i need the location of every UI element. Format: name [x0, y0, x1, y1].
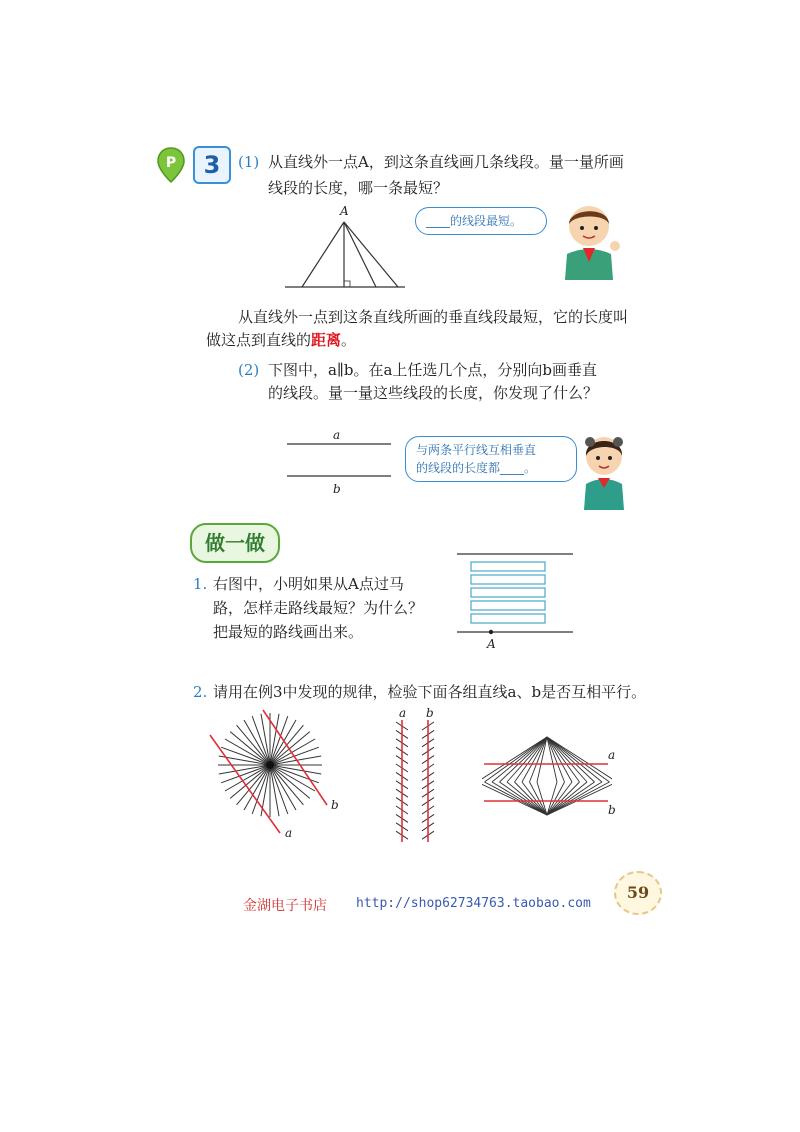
q1-line2: 路，怎样走路线最短？为什么？	[213, 599, 424, 617]
footer-url[interactable]: http://shop62734763.taobao.com	[356, 896, 591, 911]
distance-term: 距离	[311, 331, 342, 349]
hering-illusion-figure	[482, 735, 612, 820]
q1-point-label: A	[487, 637, 496, 651]
part1-label: (1)	[238, 153, 260, 171]
part2-line1: 下图中，a∥b。在a上任选几个点，分别向b画垂直	[268, 361, 598, 379]
fig2-a-label: a	[399, 706, 407, 720]
q1-line1: 右图中，小明如果从A点过马	[213, 575, 404, 593]
fig3-b-label: b	[608, 803, 616, 817]
speech-bubble-1: ____的线段最短。	[415, 207, 547, 235]
q2-number: 2.	[193, 683, 208, 701]
example-icon	[156, 146, 186, 184]
fig1-b-label: b	[331, 798, 339, 812]
zollner-illusion-figure	[388, 716, 448, 846]
exercise-header: 做一做	[190, 523, 280, 563]
footer-shop-name: 金湖电子书店	[243, 898, 327, 914]
radial-illusion-figure	[205, 705, 345, 845]
example-number: 3	[193, 146, 231, 184]
part2-label: (2)	[238, 361, 260, 379]
parallel-lines-figure	[285, 440, 395, 480]
definition-line1: 从直线外一点到这条直线所画的垂直线段最短，它的长度叫	[238, 308, 629, 326]
fig3-a-label: a	[608, 748, 616, 762]
speech-bubble-2	[405, 436, 577, 482]
line-a-label: a	[333, 428, 341, 442]
bubble2-line2: 的线段的长度都____。	[416, 461, 537, 475]
fig2-b-label: b	[426, 706, 434, 720]
definition-post: 。	[341, 331, 357, 349]
svg-text:P: P	[165, 155, 177, 171]
fig1-a-label: a	[285, 826, 293, 840]
part1-line1: 从直线外一点A，到这条直线画几条线段。量一量所画	[268, 153, 624, 171]
page-number: 59	[614, 871, 662, 915]
definition-pre: 做这点到直线的	[206, 331, 312, 349]
line-b-label: b	[333, 482, 341, 496]
bubble2-line1: 与两条平行线互相垂直	[416, 443, 537, 457]
q1-number: 1.	[193, 575, 208, 593]
boy-illustration	[553, 202, 623, 280]
q2-text: 请用在例3中发现的规律，检验下面各组直线a、b是否互相平行。	[213, 683, 647, 701]
point-a-label: A	[340, 204, 349, 218]
definition-line2	[206, 328, 356, 352]
crosswalk-figure	[455, 548, 575, 638]
part1-line2: 线段的长度，哪一条最短？	[268, 179, 449, 197]
girl-illustration	[572, 430, 634, 510]
part2-line2: 的线段。量一量这些线段的长度，你发现了什么？	[268, 384, 599, 402]
q1-line3: 把最短的路线画出来。	[213, 623, 364, 641]
